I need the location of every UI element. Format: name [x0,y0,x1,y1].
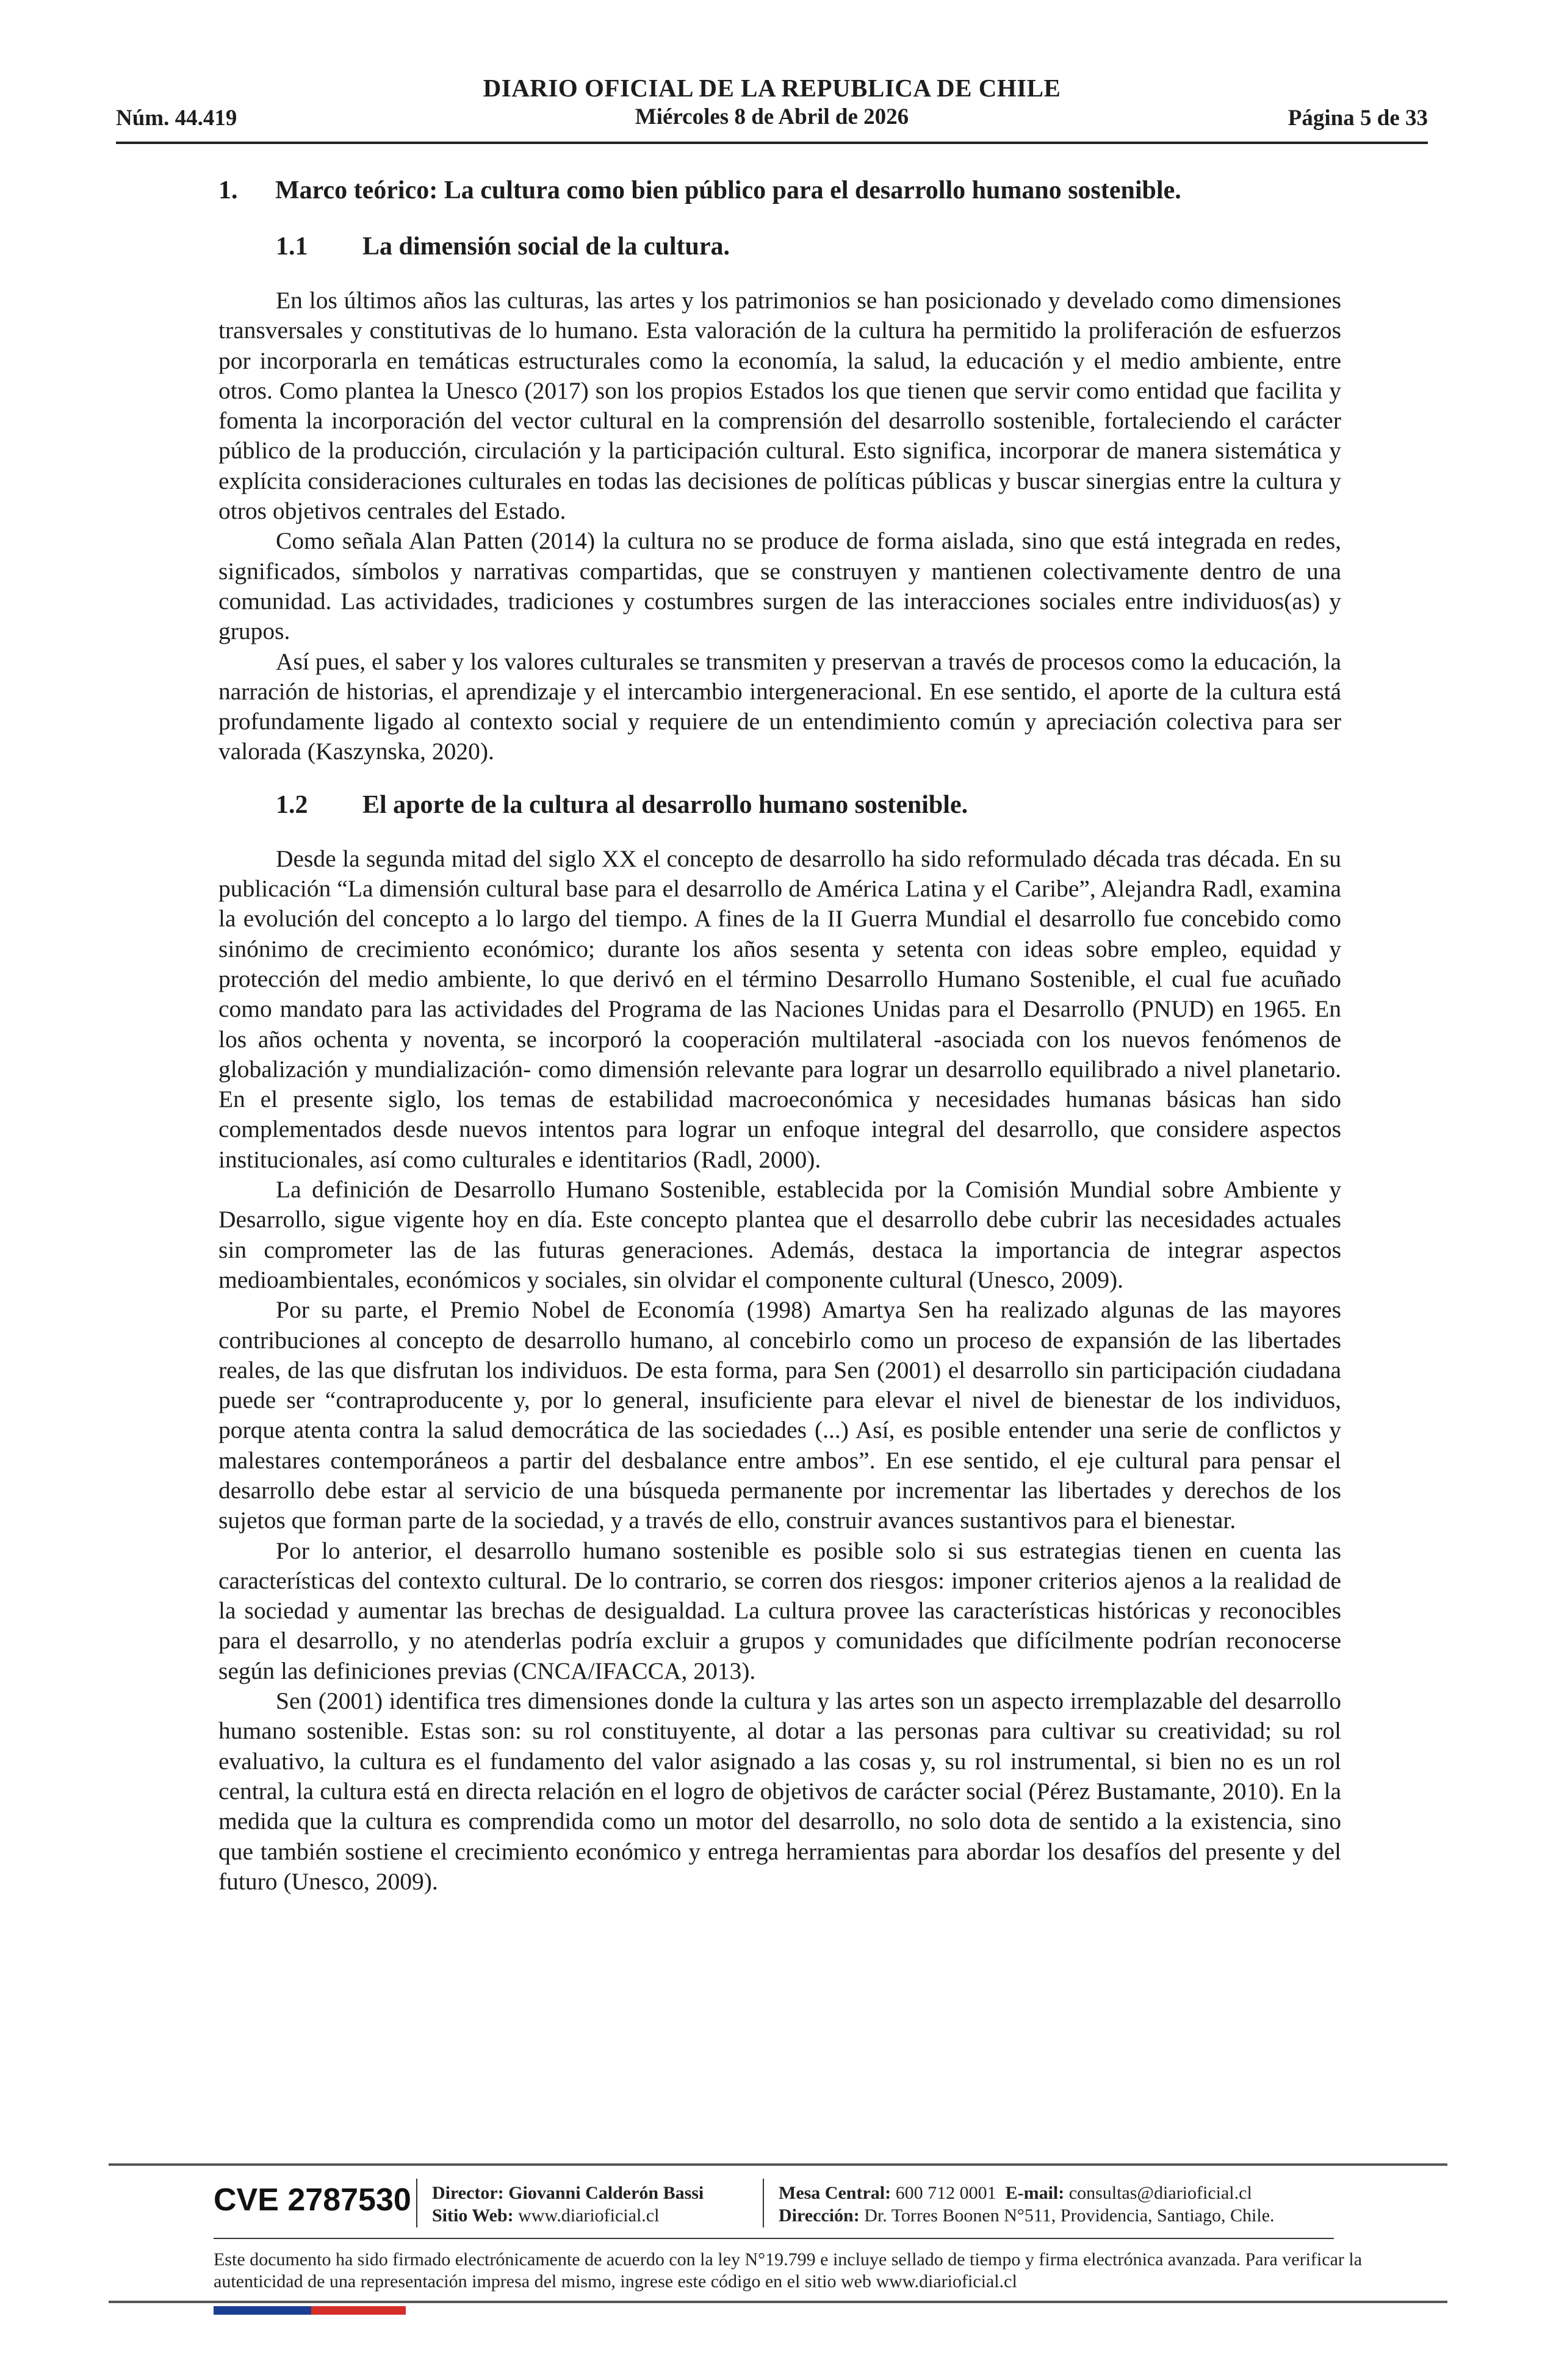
footer-separator [416,2179,417,2227]
email-link[interactable]: consultas@diarioficial.cl [1068,2183,1252,2203]
header-divider [116,142,1428,144]
director-name: Giovanni Calderón Bassi [508,2183,704,2203]
section-spacer [218,767,1341,790]
paragraph: Como señala Alan Patten (2014) la cultura no se produce de forma aislada, sino que está integrada en redes, significados, símbolos y narrativas compartidas, que se construyen y mantienen colectivamente dentro de una comunidad. Las actividades, tradiciones y costumbres surgen de las interacciones sociales entre individuos(as) y grupos. [218,527,1341,645]
paragraph: En los últimos años las culturas, las artes y los patrimonios se han posicionado y develado como dimensiones transversales y constitutivas de lo humano. Esta valoración de la cultura ha permitido la proliferación de esfuerzos por incorporarla en temáticas estructurales como la economía, la salud, la educación y el medio ambiente, entre otros. Como plantea la Unesco (2017) son los propios Estados los que tienen que servir como entidad que facilita y fomenta la incorporación del vector cultural en la comprensión del desarrollo sostenible, fortaleciendo el carácter público de la producción, circulación y la participación cultural. Esto significa, incorporar de manera sistemática y explícita consideraciones culturales en todas las decisiones de políticas públicas y buscar sinergias entre la cultura y otros objetivos centrales del Estado. [218,287,1341,525]
phone-label: Mesa Central: [779,2183,891,2203]
subsection-number: 1.2 [276,790,308,819]
flag-stripe-blue [214,2306,311,2315]
legal-notice: Este documento ha sido firmado electrónicamente de acuerdo con la ley N°19.799 e incluye sellado de tiempo y firma electrónica avanzada. Para verificar la autenticidad de una representación impresa del mismo, ingrese este código en el sitio web www.diarioficial.cl [214,2249,1363,2292]
page-number: Página 5 de 33 [1288,106,1428,131]
cve-code: CVE 2787530 [214,2182,411,2218]
footer-contact-block [779,2182,1275,2227]
footer-separator [763,2179,764,2227]
email-label: E-mail: [1005,2183,1065,2203]
document-body [218,176,1341,1897]
footer-divider-bottom [109,2301,1447,2303]
section-title: Marco teórico: La cultura como bien público para el desarrollo humano sostenible. [275,176,1181,204]
section-heading [218,176,1341,205]
issue-number: Núm. 44.419 [116,106,237,131]
subsection-title: La dimensión social de la cultura. [362,233,730,261]
issue-date: Miércoles 8 de Abril de 2026 [635,104,909,129]
address-label: Dirección: [779,2205,860,2226]
paragraph: Desde la segunda mitad del siglo XX el concepto de desarrollo ha sido reformulado década tras década. En su publicación “La dimensión cultural base para el desarrollo de América Latina y el Caribe”, Alejandra Radl, examina la evolución del concepto a lo largo del tiempo. A fines de la II Guerra Mundial el desarrollo fue concebido como sinónimo de crecimiento económico; durante los años sesenta y setenta con ideas sobre empleo, equidad y protección del medio ambiente, lo que derivó en el término Desarrollo Humano Sostenible, el cual fue acuñado como mandato para las actividades del Programa de las Naciones Unidas para el Desarrollo (PNUD) en 1965. En los años ochenta y noventa, se incorporó la cooperación multilateral -asociada con los nuevos fenómenos de globalización y mundialización- como dimensión relevante para lograr un desarrollo equilibrado a nivel planetario. En el presente siglo, los temas de estabilidad macroeconómica y necesidades humanas básicas han sido complementados desde nuevos intentos para lograr un enfoque integral del desarrollo, que considere aspectos institucionales, así como culturales e identitarios (Radl, 2000). [218,845,1341,1173]
footer-director-block [432,2182,704,2227]
website-label: Sitio Web: [432,2205,514,2226]
paragraph: Así pues, el saber y los valores culturales se transmiten y preservan a través de procesos como la educación, la narración de historias, el aprendizaje y el intercambio intergeneracional. En ese sentido, el aporte de la cultura está profundamente ligado al contexto social y requiere de un entendimiento común y apreciación colectiva para ser valorada (Kaszynska, 2020). [218,647,1341,765]
flag-stripe-red [311,2306,406,2315]
director-label: Director: [432,2183,504,2203]
subsection-heading [218,232,1341,261]
paragraph: La definición de Desarrollo Humano Sostenible, establecida por la Comisión Mundial sobre Ambiente y Desarrollo, sigue vigente hoy en día. Este concepto plantea que el desarrollo debe cubrir las necesidades actuales sin comprometer las de las futuras generaciones. Además, destaca la importancia de integrar aspectos medioambientales, económicos y sociales, sin olvidar el componente cultural (Unesco, 2009). [218,1176,1341,1293]
subsection-title: El aporte de la cultura al desarrollo humano sostenible. [362,790,968,819]
footer-divider-top [109,2163,1447,2166]
paragraph: Por lo anterior, el desarrollo humano sostenible es posible solo si sus estrategias tienen en cuenta las características del contexto cultural. De lo contrario, se corren dos riesgos: imponer criterios ajenos a la realidad de la sociedad y aumentar las brechas de desigualdad. La cultura provee las características históricas y reconocibles para el desarrollo, y no atenderlas podría excluir a grupos y comunidades que difícilmente podrían reconocerse según las definiciones previas (CNCA/IFACCA, 2013). [218,1537,1341,1684]
subsection-number: 1.1 [276,233,308,261]
paragraph: Por su parte, el Premio Nobel de Economía (1998) Amartya Sen ha realizado algunas de las mayores contribuciones al concepto de desarrollo humano, al concebirlo como un proceso de expansión de las libertades reales, de las que disfrutan los individuos. De esta forma, para Sen (2001) el desarrollo sin participación ciudadana puede ser “contraproducente y, por lo general, insuficiente para elevar el nivel de bienestar de los individuos, porque atenta contra la salud democrática de las sociedades (...) Así, es posible entender una serie de conflictos y malestares contemporáneos a partir del desbalance entre ambos”. En ese sentido, el eje cultural para pensar el desarrollo debe estar al servicio de una búsqueda permanente por incrementar las libertades y derechos de los sujetos que forman parte de la sociedad, y a través de ello, construir avances sustantivos para el bienestar. [218,1296,1341,1534]
page-header [116,73,1428,145]
subsection-heading [218,790,1341,820]
address-value: Dr. Torres Boonen N°511, Providencia, Santiago, Chile. [864,2205,1275,2226]
phone-value: 600 712 0001 [895,2183,996,2203]
newspaper-title: DIARIO OFICIAL DE LA REPUBLICA DE CHILE [483,74,1061,102]
website-link[interactable]: www.diarioficial.cl [518,2205,660,2226]
footer-divider-mid [214,2238,1334,2239]
paragraph: Sen (2001) identifica tres dimensiones donde la cultura y las artes son un aspecto irremplazable del desarrollo humano sostenible. Estas son: su rol constituyente, al dotar a las personas para cultivar su creatividad; su rol evaluativo, la cultura es el fundamento del valor asignado a las cosas y, su rol instrumental, si bien no es un rol central, la cultura está en directa relación en el logro de objetivos de carácter social (Pérez Bustamante, 2010). En la medida que la cultura es comprendida como un motor del desarrollo, no solo dota de sentido a la existencia, sino que también sostiene el crecimiento económico y entrega herramientas para abordar los desafíos del presente y del futuro (Unesco, 2009). [218,1687,1341,1895]
section-number: 1. [218,176,238,204]
